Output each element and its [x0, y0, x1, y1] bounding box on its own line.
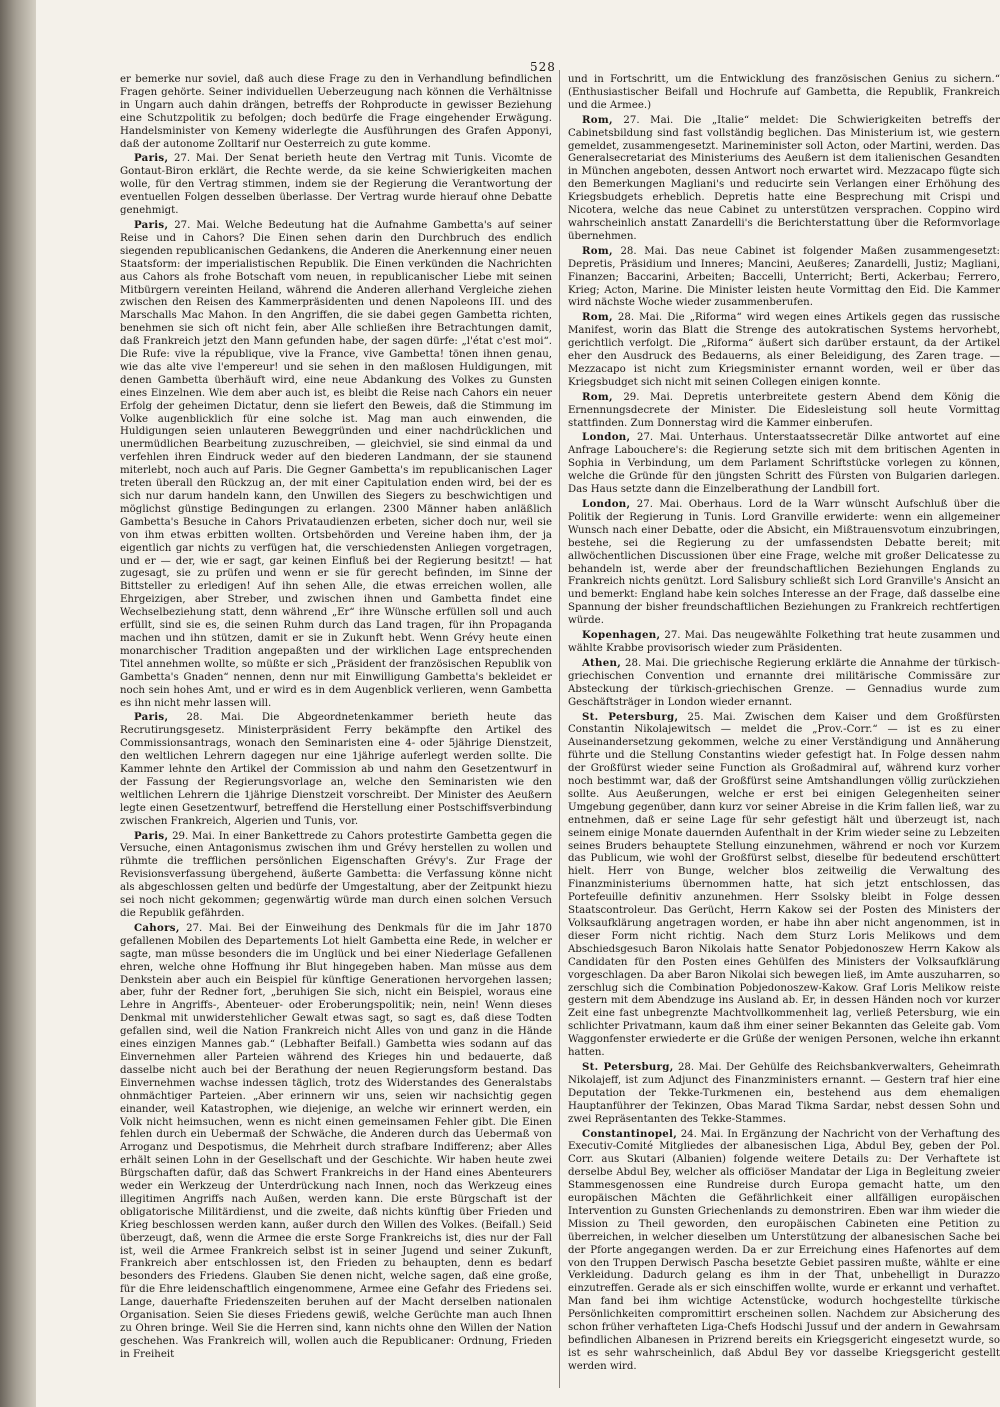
article-text: Bei der Einweihung des Denkmals für die im Jahr 1870 gefallenen Mobilen des Departements Lot hielt Gambetta eine Rede, in welcher er sagte, man müsse besonders die im Unglück und bei einer Niederlage Gefallenen ehren, welche ohne Hoffnung ihr Blut hingegeben haben. Man müsse aus dem Denkstein aber auch ein Beispiel für künftige Generationen hervorgehen lassen; aber, fuhr der Redner fort, „beruhigen Sie sich, nicht ein Beispiel, woraus eine Lehre in Angriffs-, Abenteuer- oder Eroberungspolitik; nein, nein! Wenn dieses Denkmal mit unwiderstehlicher Gewalt etwas sagt, so sagt es, daß diese Todten gefallen sind, weil die Nation Frankreich nicht Alles von und ganz in die Hände eines einzigen Mannes gab.“ (Lebhafter Beifall.) Gambetta wies sodann auf das Einvernehmen aller Parteien während des Krieges hin und bedauerte, daß dasselbe nicht auch bei der Berathung der neuen Regierungsform bestand. Das Einvernehmen wachse indessen täglich, trotz des Widerstandes des Generalstabs ohnmächtiger Parteien. „Aber erinnern wir uns, seien wir nachsichtig gegen einander, weil Katastrophen, wie diejenige, an welche wir erinnert werden, ein Volk nicht heimsuchen, wenn es nicht einen gemeinsamen Fehler gibt. Die Einen fehlen durch ein Uebermaß der Schwäche, die Anderen durch das Uebermaß von Arroganz und Despotismus, die Mehrheit durch strafbare Indifferenz; aber Alles erhält seinen Lohn in der Gesellschaft und der Geschichte. Wir haben heute zwei Bürgschaften dafür, daß das Schwert Frankreichs in der Hand eines Abenteurers weder ein Werkzeug der Unterdrückung nach Innen, noch das Werkzeug eines illegitimen Angriffs nach Außen, werden kann. Die erste Bürgschaft ist der obligatorische Militärdienst, und die zweite, daß nichts künftig über Frieden und Krieg beschlossen werden kann, außer durch den Willen des Volkes. (Beifall.) Seid überzeugt, daß, wenn die Armee die erste Sorge Frankreichs ist, dies nur der Fall ist, weil die Armee Frankreich selbst ist in seiner Jugend und seiner Zukunft, Frankreich aber entschlossen ist, den Frieden zu behaupten, denn es bedarf besonders des Friedens. Glauben Sie denen nicht, welche sagen, daß eine große, für die Ehre leidenschaftlich eingenommene, Armee eine Gefahr des Friedens sei. Lange, dauerhafte Friedenszeiten beruhen auf der Macht derselben nationalen Organisation. Seien Sie dieses Friedens gewiß, welche Gerüchte man auch Ihnen zu Ohren bringe. Weil Sie die Herren sind, kann nichts ohne den Willen der Nation geschehen. Was Frankreich will, wollen auch die Republicaner: Ordnung, Frieden in Freiheit [120, 922, 552, 1360]
dateline-place: St. Petersburg, [582, 1060, 674, 1073]
news-item [568, 114, 1000, 244]
dateline-date: 28. Mai. [625, 657, 669, 669]
dateline-place: Paris, [134, 152, 169, 165]
dateline-date: 27. Mai. [173, 153, 219, 165]
article-text: Das neugewählte Folkething trat heute zusammen und wählte Krabbe provisorisch wieder zum Präsidenten. [568, 630, 1000, 654]
news-item [568, 711, 1000, 1060]
dateline-place: Paris, [134, 829, 169, 842]
page-number: 528 [530, 60, 556, 74]
book-binding-edge [0, 0, 36, 1407]
dateline-date: 29. Mai. [623, 391, 674, 403]
dateline-date: 28. Mai. [186, 712, 244, 724]
dateline-place: Paris, [134, 218, 169, 231]
news-item [120, 74, 552, 151]
dateline-date: 27. Mai. [636, 432, 683, 444]
news-item [568, 629, 1000, 656]
dateline-date: 27. Mai. [664, 630, 708, 642]
article-text: er bemerke nur soviel, daß auch diese Frage zu den in Verhandlung befindlichen Fragen gehörte. Seiner individuellen Ueberzeugung nach können die Verhältnisse in Ungarn auch dahin drängen, betreffs der Rohproducte in gewisser Beziehung eine Schutzpolitik zu befolgen; doch bedürfe die Frage eingehender Erwägung. Handelsminister von Kemeny widerlegte die Ausführungen des Grafen Apponyi, daß der autonome Zolltarif nur Oesterreich zu gute komme. [120, 74, 552, 150]
news-item [568, 431, 1000, 497]
dateline-date: 29. Mai. [172, 830, 216, 842]
dateline-place: Rom, [582, 390, 613, 403]
article-text: Die „Italie“ meldet: Die Schwierigkeiten betreffs der Cabinetsbildung sind fast vollständig beglichen. Das Ministerium ist, wie gestern gemeldet, zusammengesetzt. Marineminister soll Acton, oder Martini, werden. Das Generalsecretariat des Ministeriums des Aeußern ist dem italienischen Gesandten in München angeboten, dessen Antwort noch erwartet wird. Mezzacapo fügte sich den Bemerkungen Magliani's und reducirte sein Verlangen einer Erhöhung des Kriegsbudgets erheblich. Depretis hatte eine Besprechung mit Crispi und Nicotera, welche das neue Cabinet zu unterstützen versprachen. Coppino wird wahrscheinlich anstatt Zanardelli's die Berichterstattung über die Reformvorlage übernehmen. [568, 114, 1000, 242]
dateline-place: Rom, [582, 244, 613, 257]
article-text: Die „Riforma“ wird wegen eines Artikels gegen das russische Manifest, worin das Blatt die Strenge des autokratischen Systems hervorhebt, gerichtlich verfolgt. Die „Riforma“ äußert sich darüber erstaunt, da der Artikel eher den Ausdruck des Bedauerns, als einer Beleidigung, des Zaren trage. — Mezzacapo ist nicht zum Kriegsminister ernannt worden, weil er über das Kriegsbudget sich nicht mit seinen Collegen einigen konnte. [568, 312, 1000, 388]
dateline-date: 27. Mai. [186, 922, 232, 934]
news-item [120, 922, 552, 1362]
right-column [568, 74, 1000, 1386]
dateline-place: Rom, [582, 311, 613, 324]
dateline-date: 27. Mai. [623, 114, 674, 126]
article-text: In einer Bankettrede zu Cahors protestirte Gambetta gegen die Versuche, einen Antagonismus zwischen ihm und Grévy herstellen zu wollen und rühmte die trefflichen persönlichen Eigenschaften Grévy's. Zur Frage der Revisionsverfassung übergehend, äußerte Gambetta: die Verfassung könne nicht als abgeschlossen gelten und bedürfe der Umgestaltung, aber der Zeitpunkt hiezu sei noch nicht gekommen; gegenwärtig würde man durch einen solchen Versuch die Republik gefährden. [120, 830, 552, 919]
dateline-place: Paris, [134, 711, 169, 724]
dateline-place: Rom, [582, 113, 613, 126]
news-item [568, 498, 1000, 628]
dateline-place: London, [582, 498, 631, 510]
column-divider [559, 70, 560, 1388]
dateline-date: 24. Mai. [680, 1128, 724, 1140]
news-item [120, 219, 552, 710]
article-text: Unterhaus. Unterstaatssecretär Dilke antwortet auf eine Anfrage Labouchere's: die Regierung setzte sich mit dem britischen Agenten in Sophia in Verbindung, um dem Parlament Schriftstücke vorlegen zu können, welche die Gründe für den jüngsten Schritt des Fürsten von Bulgarien darlegen. Das Haus setzte dann die Einzelberathung der Landbill fort. [568, 432, 1000, 496]
left-column [120, 74, 552, 1386]
dateline-date: 27. Mai. [174, 219, 220, 231]
article-text: und in Fortschritt, um die Entwicklung des französischen Genius zu sichern.“ (Enthusiastischer Beifall und Hochrufe auf Gambetta, die Republik, Frankreich und die Armee.) [568, 74, 1000, 111]
article-text: Die griechische Regierung erklärte die Annahme der türkisch-griechischen Convention und ernannte drei militärische Commissäre zur Absteckung der türkisch-griechischen Grenze. — Gennadius wurde zum Geschäftsträger in London wieder ernannt. [568, 657, 1000, 708]
news-item [120, 711, 552, 828]
dateline-place: London, [582, 431, 631, 444]
dateline-place: Athen, [582, 656, 622, 669]
article-text: In Ergänzung der Nachricht von der Verhaftung des Executiv-Comité Mitgliedes der albanesischen Liga, Abdul Bey, geben der Pol. Corr. aus Skutari (Albanien) folgende weitere Details zu: Der Verhaftete ist derselbe Abdul Bey, welcher als officiöser Mandatar der Liga in Begleitung zweier Stammesgenossen eine Rundreise durch Europa gemacht hatte, um den europäischen Mächten die Gefährlichkeit einer allfälligen europäischen Intervention zu Gunsten Griechenlands zu demonstriren. Eben war ihm wieder die Mission zu Theil geworden, den europäischen Cabineten eine Petition zu überreichen, in welcher dieselben um Unterstützung der albanesischen Sache bei der Pforte angegangen werden. Da er zur Erreichung eines Hafenortes auf dem von den Truppen Derwisch Pascha besetzte Gebiet passiren mußte, wählte er eine Verkleidung. Dadurch gelang es ihm in der That, unbehelligt in Durazzo einzutreffen. Gerade als er sich einschiffen wollte, wurde er erkannt und verhaftet. Man fand bei ihm wichtige Actenstücke, wodurch hochgestellte türkische Persönlichkeiten compromittirt erscheinen sollen. Nachdem zur Absicherung des schon früher verhafteten Liga-Chefs Hodschi Jussuf und der andern in Gewahrsam befindlichen Albanesen in Prizrend bereits ein Kriegsgericht eingesetzt wurde, so ist es sehr wahrscheinlich, daß Abdul Bey vor dasselbe Kriegsgericht gestellt werden wird. [568, 1128, 1000, 1372]
article-text: Depretis unterbreitete gestern Abend dem König die Ernennungsdecrete der Minister. Die Eidesleistung soll heute Vormittag stattfinden. Zum Donnerstag wird die Kammer einberufen. [568, 391, 1000, 429]
article-text: Zwischen dem Kaiser und dem Großfürsten Constantin Nikolajewitsch — meldet die „Prov.-Corr.“ — ist es zu einer Auseinandersetzung gekommen, welche zu einer Verständigung und Annäherung führte und die Stellung Constantins wieder gefestigt hat. In Folge dessen nahm der Großfürst wieder seine Function als Großadmiral auf, während kurz vorher noch bestimmt war, daß der Großfürst seine Amtshandlungen völlig zurückziehen sollte. Aus Aeußerungen, welche er erst bei einigen Gelegenheiten seiner Umgebung gegenüber, dann kurz vor seiner Abreise in die Krim fallen ließ, war zu entnehmen, daß er seine Lage für sehr gefestigt hält und überzeugt ist, nach seinem einige Monate dauernden Aufenthalt in der Krim wieder seine zu Lebzeiten seines Bruders behauptete Stellung einzunehmen, während er noch vor Kurzem das Publicum, wie wohl der Großfürst selbst, dieselbe für bedeutend erschüttert hielt. Herr von Bunge, welcher blos zeitweilig die Verwaltung des Finanzministeriums übernommen hatte, hat sich jetzt entschlossen, das Portefeuille definitiv anzunehmen. Herr Ssolsky bleibt in Folge dessen Staatscontroleur. Das Gerücht, Herrn Kakow sei der Posten des Ministers der Volksaufklärung angetragen worden, er habe ihn aber nicht angenommen, ist in dieser Form nicht richtig. Nach dem Sturz Loris Melikows und dem Abschiedsgesuch Baron Nikolais hatte Senator Pobjedonoszew Herrn Kakow als Candidaten für den Posten eines Gehülfen des Ministers der Volksaufklärung vorgeschlagen. Da aber Baron Nikolai sich bewegen ließ, im Amte auszuharren, so zerschlug sich die Combination Pobjedonoszew-Kakow. Graf Loris Melikow reiste gestern mit dem Abendzuge ins Ausland ab. Er, in dessen Händen noch vor kurzer Zeit eine fast unbegrenzte Machtvollkommenheit lag, verließ Petersburg, wie ein schlichter Privatmann, kaum daß ihm einer seiner Bekannten das Geleite gab. Vom Waggonfenster erwiederte er die Grüße der wenigen Personen, welche ihn erkannt hatten. [568, 711, 1000, 1059]
dateline-place: St. Petersburg, [582, 710, 679, 723]
dateline-date: 27. Mai. [636, 499, 683, 510]
article-text: Der Gehülfe des Reichsbankverwalters, Geheimrath Nikolajeff, ist zum Adjunct des Finanzministers ernannt. — Gestern traf hier eine Deputation der Tekke-Turkmenen ein, bestehend aus dem ehemaligen Hauptanführer der Tekinzen, Obas Marad Tikma Sardar, nebst dessen Sohn und zwei Repräsentanten des Tekke-Stammes. [568, 1061, 1000, 1125]
dateline-date: 28. Mai. [620, 245, 668, 257]
article-text: Die Abgeordnetenkammer berieth heute das Recrutirungsgesetz. Ministerpräsident Ferry bekämpfte den Artikel des Commissionsantrags, wonach den Seminaristen eine 4- oder 5jährige Dienstzeit, den weltlichen Lehrern dagegen nur eine 1jährige auferlegt werden sollte. Die Kammer lehnte den Artikel der Commission ab und nahm den Gesetzentwurf in der Fassung der Regierungsvorlage an, welche den Seminaristen wie den weltlichen Lehrern die 1jährige Dienstzeit vorschreibt. Der Minister des Aeußern legte einen Gesetzentwurf, betreffend die Herstellung einer Postschiffsverbindung zwischen Frankreich, Algerien und Tunis, vor. [120, 712, 552, 827]
dateline-place: Cahors, [134, 921, 180, 934]
dateline-date: 25. Mai. [687, 711, 736, 723]
news-item [568, 245, 1000, 311]
dateline-place: Constantinopel, [582, 1127, 678, 1140]
article-text: Welche Bedeutung hat die Aufnahme Gambetta's auf seiner Reise und in Cahors? Die Einen sehen darin den Durchbruch des endlich siegenden republicanischen Gedankens, die Anderen die Anerkennung einer neuen Staatsform: der imperialistischen Republik. Die Einen verkünden die Nachrichten aus Cahors als frohe Botschaft vom neuen, in republicanischer Liebe mit seinen Mitbürgern vereinten Heiland, während die Anderen allerhand Vergleiche ziehen zwischen den Reisen des Kammerpräsidenten und denen Napoleons III. und des Marschalls Mac Mahon. In den Angriffen, die sie dabei gegen Gambetta richten, benehmen sie sich oft nicht fein, aber Alle schließen ihre Betrachtungen damit, daß Frankreich jetzt den Mann gefunden habe, der sagen dürfe: „l'état c'est moi“. Die Rufe: vive la république, vive la France, vive Gambetta! tönen ihnen genau, wie das alte vive l'empereur! und sie sehen in den maßlosen Huldigungen, mit denen Gambetta überhäuft wird, eine neue Abdankung des Volkes zu Gunsten eines Einzelnen. Wie dem aber auch ist, es bleibt die Reise nach Cahors ein neuer Erfolg der geheimen Dictatur, denn sie liefert den Beweis, daß die Stimmung im Volke augenblicklich für eine solche ist. Mag man auch einwenden, die Huldigungen seien unlauteren Beweggründen und einer nachdrücklichen und unermüdlichen Bearbeitung zuzuschreiben, — gleichviel, sie sind einmal da und verfehlen ihren Eindruck weder auf den biederen Landmann, der sie staunend miterlebt, noch auch auf Paris. Die Gegner Gambetta's im republicanischen Lager treten überall den Rückzug an, der mit einer Capitulation enden wird, bei der es sich nur darum handeln kann, den Unwillen des Siegers zu beschwichtigen und möglichst günstige Bedingungen zu erlangen. 2300 Männer haben anläßlich Gambetta's Besuche in Cahors Privataudienzen erbeten, sicher doch nur, weil sie von ihm etwas erbitten wollten. Ortsbehörden und Vereine haben ihm, der ja eigentlich gar nichts zu verfügen hat, die verschiedensten Anliegen vorgetragen, und er — der, wie er sagt, gar keinen Einfluß bei der Regierung besitzt! — hat zugesagt, sie zu prüfen und wenn er sie für gerecht befinden, im Sinne der Bittsteller zu erledigen! Auf ihn sehen Alle, die etwas erreichen wollen, alle Ehrgeizigen, aber Streber, und zwischen ihnen und Gambetta findet eine Wechselbeziehung statt, denn während „Er“ ihre Wünsche erfüllen soll und auch erfüllt, sind sie es, die seinen Ruhm durch das Land tragen, für ihn Propaganda machen und ihn stützen, damit er sie in Zukunft hebt. Wenn Grévy heute einen monarchischer Tradition angepaßten und der wirklichen Lage entsprechenden Titel annehmen wollte, so müßte er sich „Präsident der französischen Republik von Gambetta's Gnaden“ nennen, denn nur mit Einwilligung Gambetta's bekleidet er noch sein hohes Amt, und er wird es in dem Augenblick verlieren, wenn Gambetta es ihn nicht mehr lassen will. [120, 219, 552, 709]
news-item [568, 391, 1000, 431]
article-text: Der Senat berieth heute den Vertrag mit Tunis. Vicomte de Gontaut-Biron erklärt, die Rechte werde, da sie keine Schwierigkeiten machen wolle, für den Vertrag stimmen, indem sie der Regierung die Verantwortung der eventuellen Folgen desselben überlasse. Der Vertrag wurde hierauf ohne Debatte genehmigt. [120, 153, 552, 217]
dateline-place: Kopenhagen, [582, 629, 661, 642]
news-item [120, 152, 552, 218]
news-item [120, 830, 552, 921]
news-item [568, 74, 1000, 113]
dateline-date: 28. Mai. [617, 312, 663, 324]
dateline-date: 28. Mai. [677, 1061, 722, 1073]
article-text: Oberhaus. Lord de la Warr wünscht Aufschluß über die Politik der Regierung in Tunis. Lord Granville erwiderte: wenn ein allgemeiner Wunsch nach einer Debatte, oder die Absicht, ein Mißtrauensvotum einzubringen, bestehe, sei die Regierung zu der umfassendsten Debatte bereit; mit allwöchentlichen Discussionen über eine Frage, welche mit großer Delicatesse zu behandeln ist, werde aber der freundschaftlichen Beziehungen Englands zu Frankreich nichts genützt. Lord Salisbury schließt sich Lord Granville's Ansicht an und bemerkt: England habe kein solches Interesse an der Frage, daß dasselbe eine Spannung der bisher freundschaftlichen Beziehungen zu Frankreich rechtfertigen würde. [568, 499, 1000, 627]
news-item [568, 1128, 1000, 1374]
news-item [568, 311, 1000, 389]
news-item [568, 657, 1000, 710]
article-text: Das neue Cabinet ist folgender Maßen zusammengesetzt: Depretis, Präsidium und Inneres; Mancini, Aeußeres; Zanardelli, Justiz; Magliani, Finanzen; Baccarini, Arbeiten; Baccelli, Unterricht; Berti, Ackerbau; Ferrero, Krieg; Acton, Marine. Die Minister leisten heute Vormittag den Eid. Die Kammer wird nächste Woche wieder zusammenberufen. [568, 245, 1000, 309]
news-item [568, 1061, 1000, 1127]
newspaper-page [36, 0, 1000, 1407]
